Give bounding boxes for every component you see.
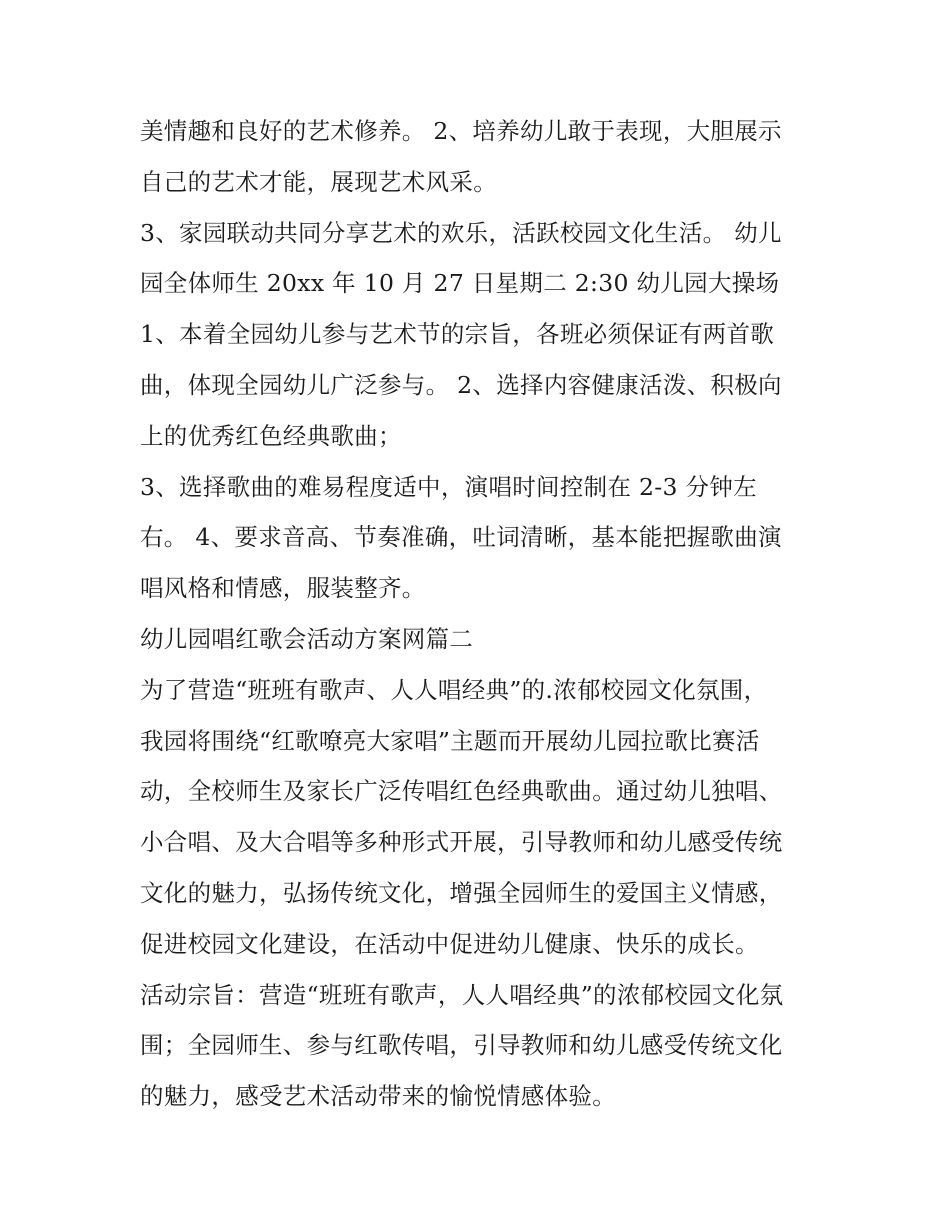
text-line: 的魅力，感受艺术活动带来的愉悦情感体验。 (140, 1082, 616, 1111)
text-line: 动，全校师生及家长广泛传唱红色经典歌曲。通过幼儿独唱、 (140, 777, 783, 806)
text-line: 促进校园文化建设，在活动中促进幼儿健康、快乐的成长。 (140, 929, 759, 958)
text-line: 右。 4、要求音高、节奏准确，吐词清晰，基本能把握歌曲演 (140, 523, 782, 552)
text-line: 围；全园师生、参与红歌传唱，引导教师和幼儿感受传统文化 (140, 1031, 783, 1060)
text-line: 活动宗旨：营造“班班有歌声，人人唱经典”的浓郁校园文化氛 (140, 980, 784, 1009)
document-body (140, 106, 830, 1122)
text-line: 曲，体现全园幼儿广泛参与。 2、选择内容健康活泼、积极向 (140, 370, 782, 399)
text-line: 唱风格和情感，服装整齐。 (140, 574, 426, 603)
section-heading: 幼儿园唱红歌会活动方案网篇二 (140, 624, 474, 653)
text-line: 文化的魅力，弘扬传统文化，增强全园师生的爱国主义情感， (140, 878, 783, 907)
text-line: 1、本着全园幼儿参与艺术节的宗旨，各班必须保证有两首歌 (140, 320, 775, 349)
text-line: 自己的艺术才能，展现艺术风采。 (140, 167, 497, 196)
text-line: 上的优秀红色经典歌曲； (140, 421, 402, 450)
text-line: 我园将围绕“红歌嘹亮大家唱”主题而开展幼儿园拉歌比赛活 (140, 726, 760, 755)
text-line: 园全体师生 20xx 年 10 月 27 日星期二 2:30 幼儿园大操场 (140, 269, 780, 298)
text-line: 3、家园联动共同分享艺术的欢乐，活跃校园文化生活。 幼儿 (140, 218, 782, 247)
text-line: 为了营造“班班有歌声、人人唱经典”的.浓郁校园文化氛围， (140, 675, 768, 704)
text-line: 3、选择歌曲的难易程度适中，演唱时间控制在 2-3 分钟左 (140, 472, 757, 501)
text-line: 小合唱、及大合唱等多种形式开展，引导教师和幼儿感受传统 (140, 828, 783, 857)
text-line: 美情趣和良好的艺术修养。 2、培养幼儿敢于表现，大胆展示 (140, 117, 782, 145)
